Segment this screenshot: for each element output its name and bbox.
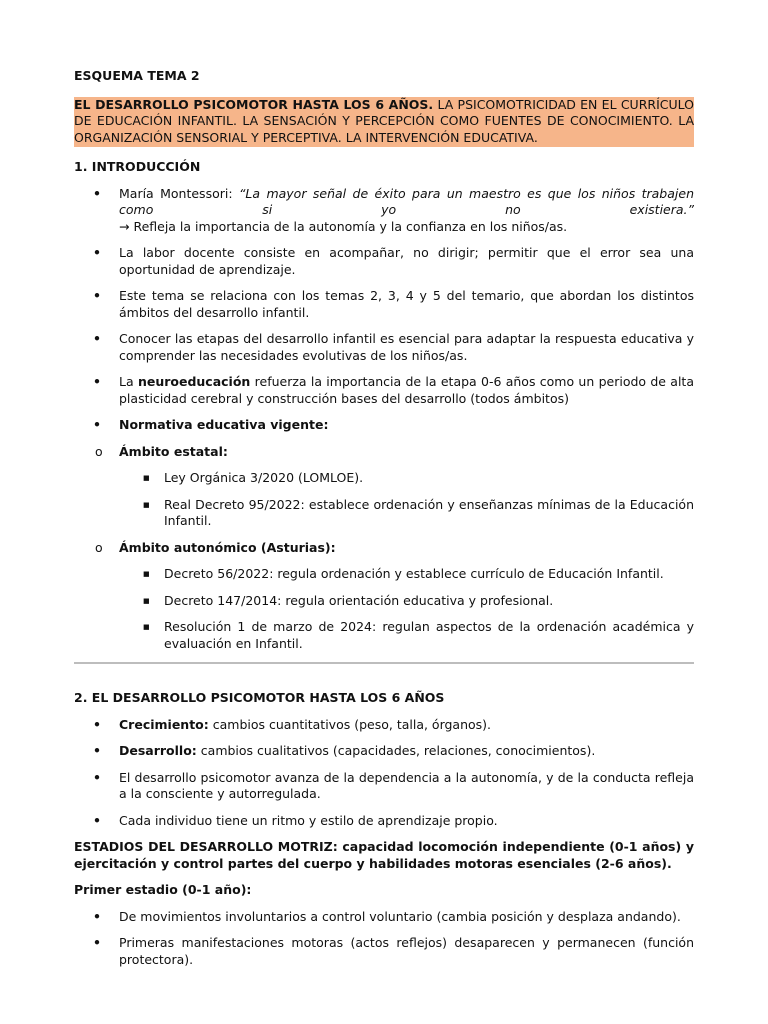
list-item-normativa bbox=[74, 417, 694, 652]
law-item: ■ Real Decreto 95/2022: establece ordenación y enseñanzas mínimas de la Educación Infantil. bbox=[95, 497, 694, 530]
estatal-label: Ámbito estatal: bbox=[119, 443, 228, 459]
section-1-heading: 1. INTRODUCCIÓN bbox=[74, 159, 201, 174]
list-item-montessori bbox=[74, 186, 694, 236]
law-item: ■ Decreto 56/2022: regula ordenación y establece currículo de Educación Infantil. bbox=[95, 566, 694, 583]
estatal-list bbox=[119, 470, 694, 530]
list-item-neuroeducacion: • La neuroeducación refuerza la importancia de la etapa 0-6 años como un periodo de alta plasticidad cerebral y construcción bases del desarrollo (todos ámbitos) bbox=[74, 374, 694, 407]
list-item: • Primeras manifestaciones motoras (actos reflejos) desaparecen y permanecen (función protectora). bbox=[74, 935, 694, 968]
list-item: • De movimientos involuntarios a control voluntario (cambia posición y desplaza andando). bbox=[74, 909, 694, 926]
section-2-list bbox=[74, 717, 694, 830]
section-2-heading: 2. EL DESARROLLO PSICOMOTOR HASTA LOS 6 AÑOS bbox=[74, 690, 445, 705]
list-item: • El desarrollo psicomotor avanza de la dependencia a la autonomía, y de la conducta refleja a la consciente y autorregulada. bbox=[74, 770, 694, 803]
autonomico-list bbox=[119, 566, 694, 652]
montessori-label: María Montessori: bbox=[119, 185, 239, 201]
list-item: • Este tema se relaciona con los temas 2, 3, 4 y 5 del temario, que abordan los distintos ámbitos del desarrollo infantil. bbox=[74, 288, 694, 321]
topic-title-highlight bbox=[74, 97, 694, 148]
normativa-sublist bbox=[119, 444, 694, 653]
topic-title-rest: LA PSICOMOTRICIDAD EN EL CURRÍCULO DE EDUCACIÓN INFANTIL. LA SENSACIÓN Y PERCEPCIÓN COMO FUENTES DE CONOCIMIENTO. LA ORGANIZACIÓN SENSORIAL Y PERCEPTIVA. LA INTERVENCIÓN EDUCATIVA. bbox=[74, 96, 694, 145]
list-item: • La labor docente consiste en acompañar, no dirigir; permitir que el error sea una oportunidad de aprendizaje. bbox=[74, 245, 694, 278]
law-item: ■ Decreto 147/2014: regula orientación educativa y profesional. bbox=[95, 593, 694, 610]
list-item: • Cada individuo tiene un ritmo y estilo de aprendizaje propio. bbox=[74, 813, 694, 830]
law-item: ■ Ley Orgánica 3/2020 (LOMLOE). bbox=[95, 470, 694, 487]
primer-estadio-heading: Primer estadio (0-1 año): bbox=[74, 882, 252, 897]
list-item: • Conocer las etapas del desarrollo infantil es esencial para adaptar la respuesta educativa y comprender las necesidades evolutivas de los niños/as. bbox=[74, 331, 694, 364]
montessori-note: → Refleja la importancia de la autonomía y la confianza en los niños/as. bbox=[119, 218, 568, 234]
document-page bbox=[74, 68, 694, 978]
section-1-list bbox=[74, 186, 694, 653]
list-item-crecimiento: • Crecimiento: cambios cuantitativos (peso, talla, órganos). bbox=[74, 717, 694, 734]
sublist-item-estatal bbox=[95, 444, 694, 530]
topic-title-bold: EL DESARROLLO PSICOMOTOR HASTA LOS 6 AÑOS. bbox=[74, 96, 434, 112]
autonomico-label: Ámbito autonómico (Asturias): bbox=[119, 539, 336, 555]
estadios-paragraph: ESTADIOS DEL DESARROLLO MOTRIZ: capacidad locomoción independiente (0-1 años) y ejercitación y control partes del cuerpo y habilidades motoras esenciales (2-6 años). bbox=[74, 839, 694, 871]
normativa-label: • Normativa educativa vigente: bbox=[119, 417, 329, 432]
list-item-desarrollo: • Desarrollo: cambios cualitativos (capacidades, relaciones, conocimientos). bbox=[74, 743, 694, 760]
primer-estadio-list bbox=[74, 909, 694, 969]
sublist-item-autonomico bbox=[95, 540, 694, 653]
section-divider bbox=[74, 662, 694, 664]
neuroeducacion-term: neuroeducación bbox=[137, 374, 251, 389]
law-item: ■ Resolución 1 de marzo de 2024: regulan aspectos de la ordenación académica y evaluación en Infantil. bbox=[95, 619, 694, 652]
document-title: ESQUEMA TEMA 2 bbox=[74, 68, 200, 83]
montessori-quote: “La mayor señal de éxito para un maestro es que los niños trabajen como si yo no existiera.” bbox=[119, 185, 694, 217]
